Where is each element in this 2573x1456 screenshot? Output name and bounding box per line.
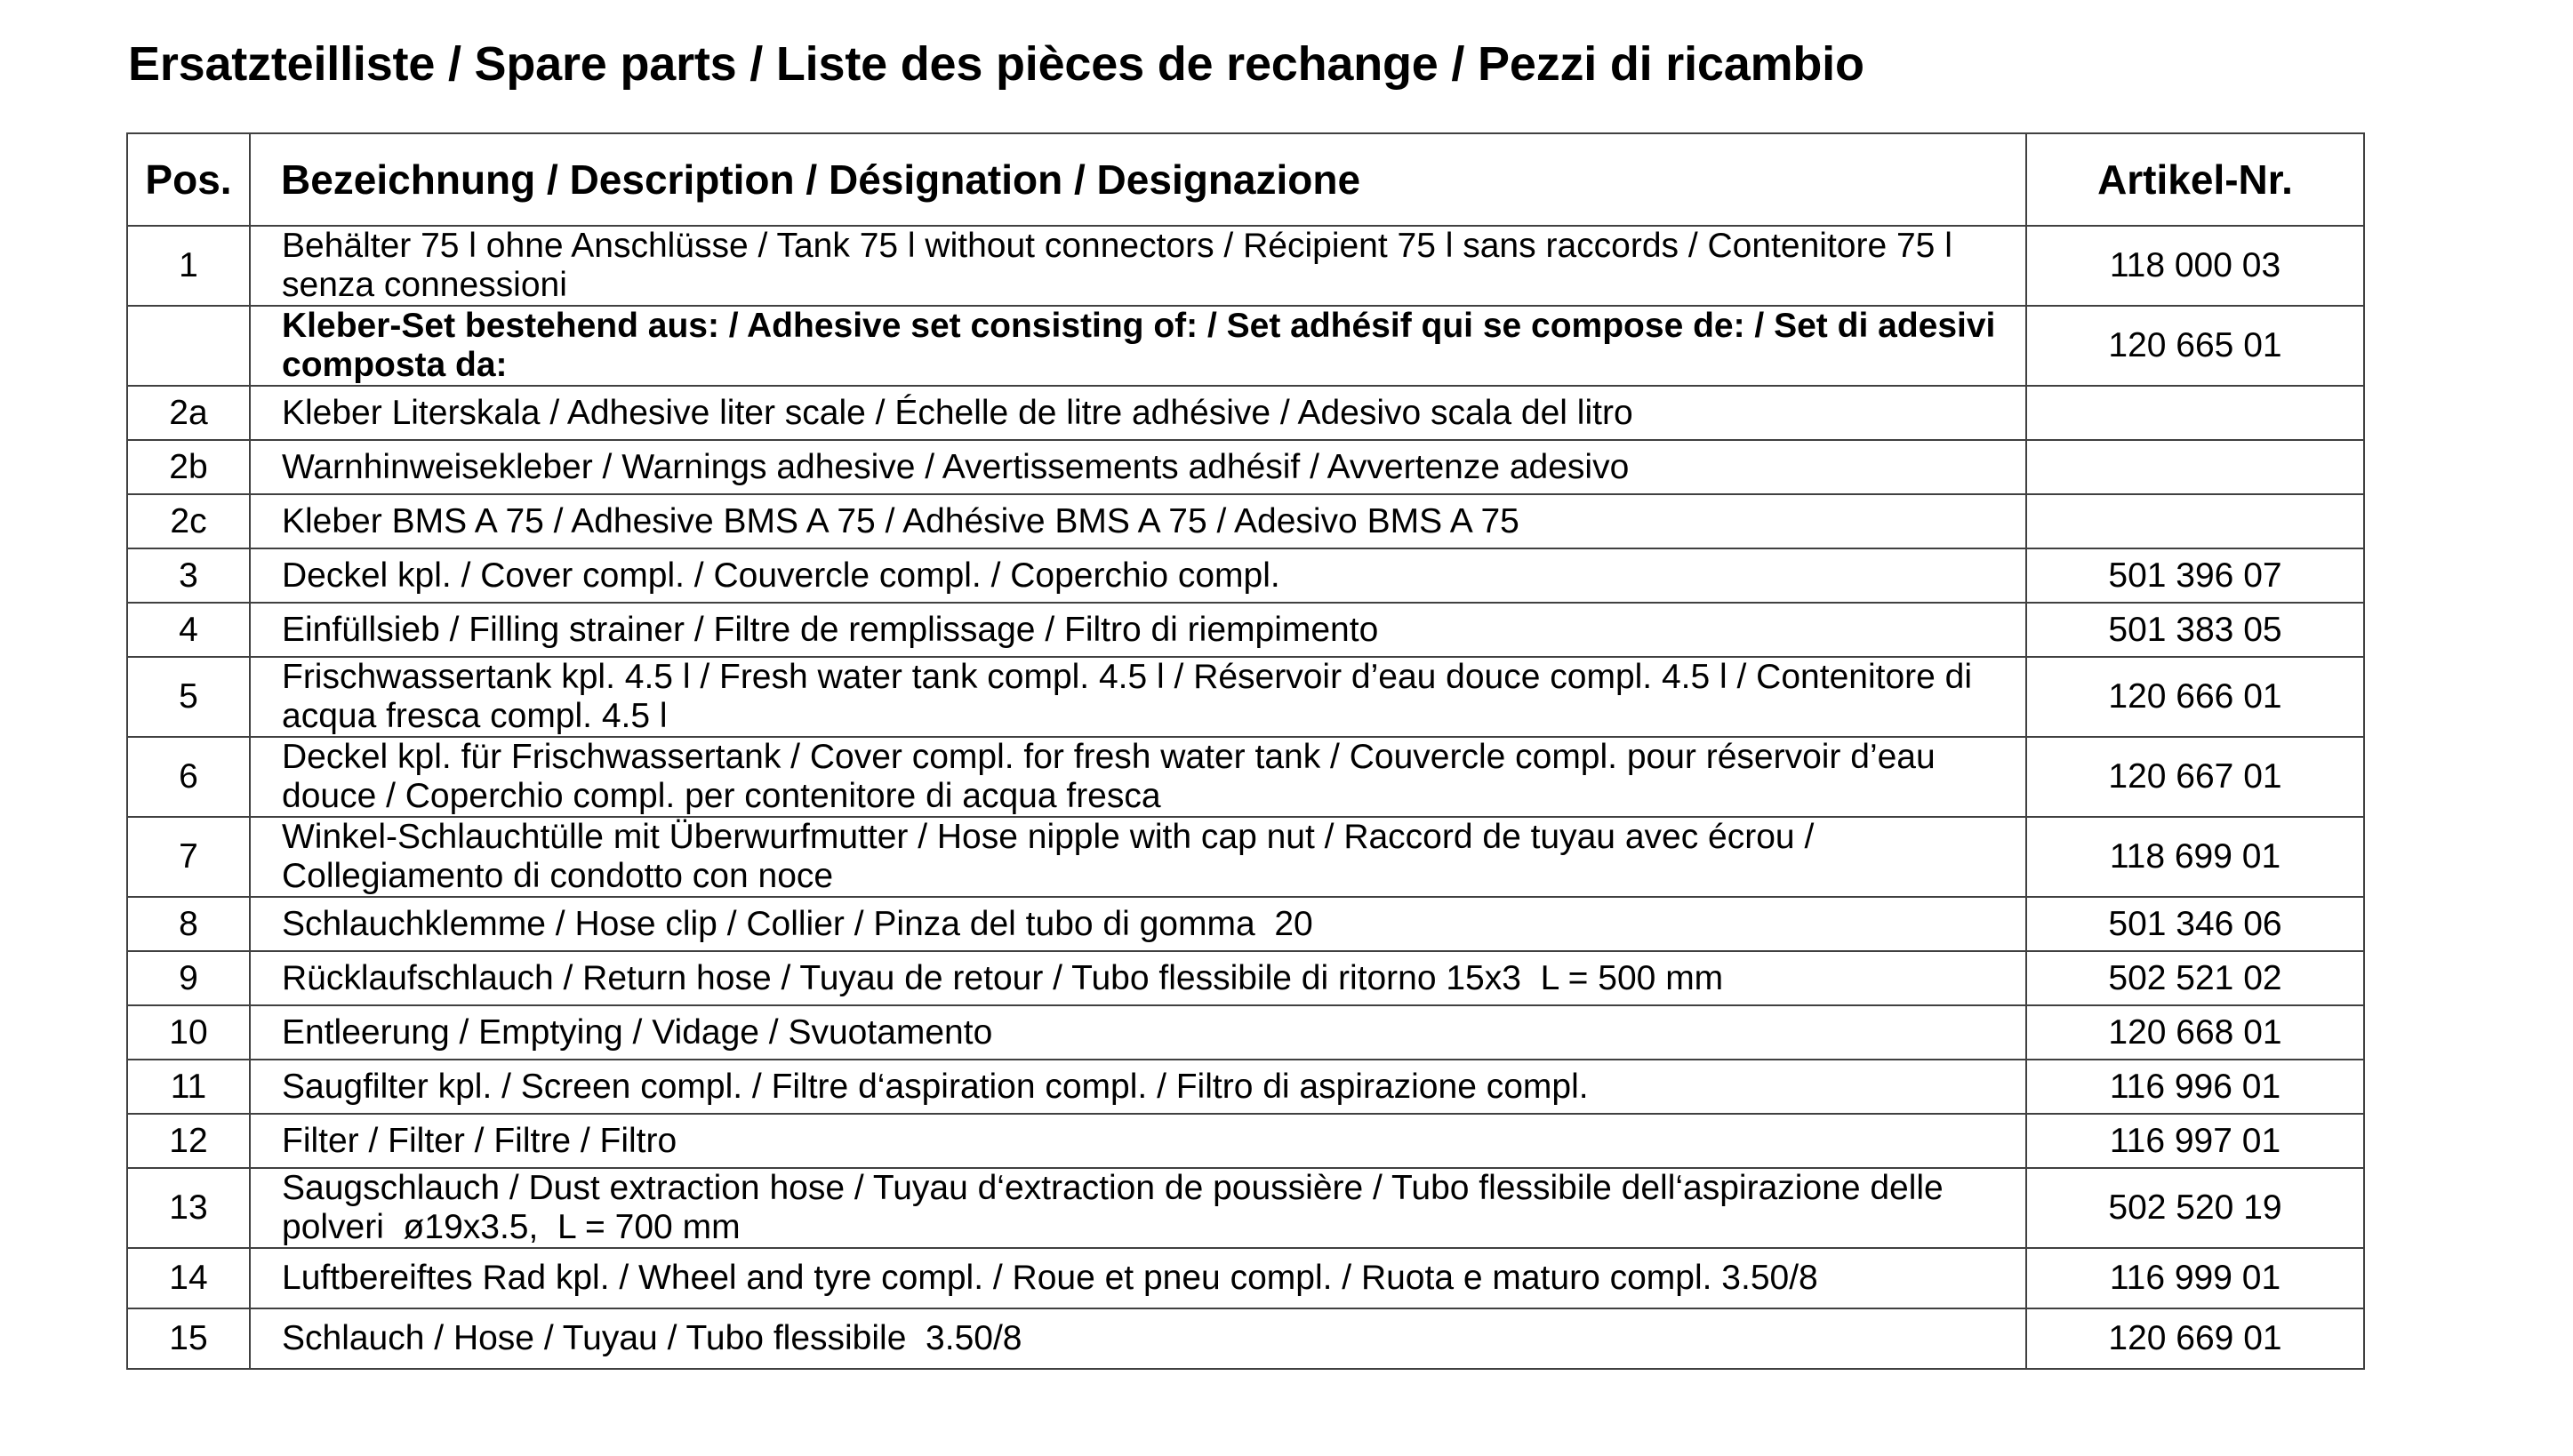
row-article-number: 501 396 07 <box>2026 548 2364 603</box>
row-article-number: 502 521 02 <box>2026 951 2364 1005</box>
row-pos: 15 <box>127 1308 250 1369</box>
row-article-number: 120 665 01 <box>2026 306 2364 386</box>
row-pos: 9 <box>127 951 250 1005</box>
row-pos: 12 <box>127 1114 250 1168</box>
row-pos: 2b <box>127 440 250 494</box>
row-article-number: 118 699 01 <box>2026 817 2364 897</box>
row-pos: 1 <box>127 226 250 306</box>
table-header-row <box>127 133 2364 226</box>
row-description: Entleerung / Emptying / Vidage / Svuotamento <box>250 1005 2026 1060</box>
row-article-number: 120 668 01 <box>2026 1005 2364 1060</box>
row-pos: 2a <box>127 386 250 440</box>
table-row <box>127 897 2364 951</box>
row-description: Luftbereiftes Rad kpl. / Wheel and tyre compl. / Roue et pneu compl. / Ruota e maturo compl. 3.50/8 <box>250 1248 2026 1308</box>
row-pos <box>127 306 250 386</box>
page-title: Ersatzteilliste / Spare parts / Liste des pièces de rechange / Pezzi di ricambio <box>128 37 1864 91</box>
row-pos: 6 <box>127 737 250 817</box>
row-article-number <box>2026 440 2364 494</box>
table-row <box>127 817 2364 897</box>
row-description: Saugschlauch / Dust extraction hose / Tuyau d‘extraction de poussière / Tubo flessibile dell‘aspirazione delle polveri ø19x3.5, L = 700 mm <box>250 1168 2026 1248</box>
row-pos: 4 <box>127 603 250 657</box>
row-article-number: 116 996 01 <box>2026 1060 2364 1114</box>
row-description: Behälter 75 l ohne Anschlüsse / Tank 75 l without connectors / Récipient 75 l sans raccords / Contenitore 75 l senza connessioni <box>250 226 2026 306</box>
table-row <box>127 1005 2364 1060</box>
row-description: Warnhinweisekleber / Warnings adhesive / Avertissements adhésif / Avvertenze adesivo <box>250 440 2026 494</box>
spare-parts-table <box>126 132 2365 1370</box>
row-description: Winkel-Schlauchtülle mit Überwurfmutter / Hose nipple with cap nut / Raccord de tuyau avec écrou / Collegiamento di condotto con noce <box>250 817 2026 897</box>
row-description: Rücklaufschlauch / Return hose / Tuyau de retour / Tubo flessibile di ritorno 15x3 L = 500 mm <box>250 951 2026 1005</box>
table-row <box>127 548 2364 603</box>
row-pos: 13 <box>127 1168 250 1248</box>
row-description: Schlauchklemme / Hose clip / Collier / Pinza del tubo di gomma 20 <box>250 897 2026 951</box>
row-article-number: 502 520 19 <box>2026 1168 2364 1248</box>
row-description: Kleber-Set bestehend aus: / Adhesive set consisting of: / Set adhésif qui se compose de: / Set di adesivi composta da: <box>250 306 2026 386</box>
table-row <box>127 306 2364 386</box>
row-article-number: 118 000 03 <box>2026 226 2364 306</box>
table-row <box>127 1168 2364 1248</box>
table-row <box>127 226 2364 306</box>
row-article-number: 120 666 01 <box>2026 657 2364 737</box>
table-row <box>127 603 2364 657</box>
row-description: Kleber BMS A 75 / Adhesive BMS A 75 / Adhésive BMS A 75 / Adesivo BMS A 75 <box>250 494 2026 548</box>
row-article-number <box>2026 494 2364 548</box>
row-article-number <box>2026 386 2364 440</box>
table-row <box>127 494 2364 548</box>
row-article-number: 116 997 01 <box>2026 1114 2364 1168</box>
table-row <box>127 1308 2364 1369</box>
header-pos: Pos. <box>127 133 250 226</box>
table-row <box>127 440 2364 494</box>
row-pos: 10 <box>127 1005 250 1060</box>
row-article-number: 116 999 01 <box>2026 1248 2364 1308</box>
row-pos: 8 <box>127 897 250 951</box>
row-pos: 5 <box>127 657 250 737</box>
row-article-number: 501 383 05 <box>2026 603 2364 657</box>
table-row <box>127 386 2364 440</box>
table-row <box>127 1248 2364 1308</box>
row-pos: 7 <box>127 817 250 897</box>
row-article-number: 120 669 01 <box>2026 1308 2364 1369</box>
header-article-number: Artikel-Nr. <box>2026 133 2364 226</box>
row-description: Kleber Literskala / Adhesive liter scale / Échelle de litre adhésive / Adesivo scala del litro <box>250 386 2026 440</box>
row-description: Filter / Filter / Filtre / Filtro <box>250 1114 2026 1168</box>
row-article-number: 501 346 06 <box>2026 897 2364 951</box>
table-row <box>127 737 2364 817</box>
row-article-number: 120 667 01 <box>2026 737 2364 817</box>
table-row <box>127 657 2364 737</box>
row-pos: 3 <box>127 548 250 603</box>
row-description: Deckel kpl. / Cover compl. / Couvercle compl. / Coperchio compl. <box>250 548 2026 603</box>
row-description: Schlauch / Hose / Tuyau / Tubo flessibile 3.50/8 <box>250 1308 2026 1369</box>
row-pos: 14 <box>127 1248 250 1308</box>
table-row <box>127 1060 2364 1114</box>
table-row <box>127 1114 2364 1168</box>
row-description: Deckel kpl. für Frischwassertank / Cover compl. for fresh water tank / Couvercle compl. pour réservoir d’eau douce / Coperchio compl. per contenitore di acqua fresca <box>250 737 2026 817</box>
header-description: Bezeichnung / Description / Désignation / Designazione <box>250 133 2026 226</box>
row-pos: 11 <box>127 1060 250 1114</box>
row-description: Saugfilter kpl. / Screen compl. / Filtre d‘aspiration compl. / Filtro di aspirazione compl. <box>250 1060 2026 1114</box>
row-description: Frischwassertank kpl. 4.5 l / Fresh water tank compl. 4.5 l / Réservoir d’eau douce compl. 4.5 l / Contenitore di acqua fresca compl. 4.5 l <box>250 657 2026 737</box>
row-description: Einfüllsieb / Filling strainer / Filtre de remplissage / Filtro di riempimento <box>250 603 2026 657</box>
table-row <box>127 951 2364 1005</box>
row-pos: 2c <box>127 494 250 548</box>
